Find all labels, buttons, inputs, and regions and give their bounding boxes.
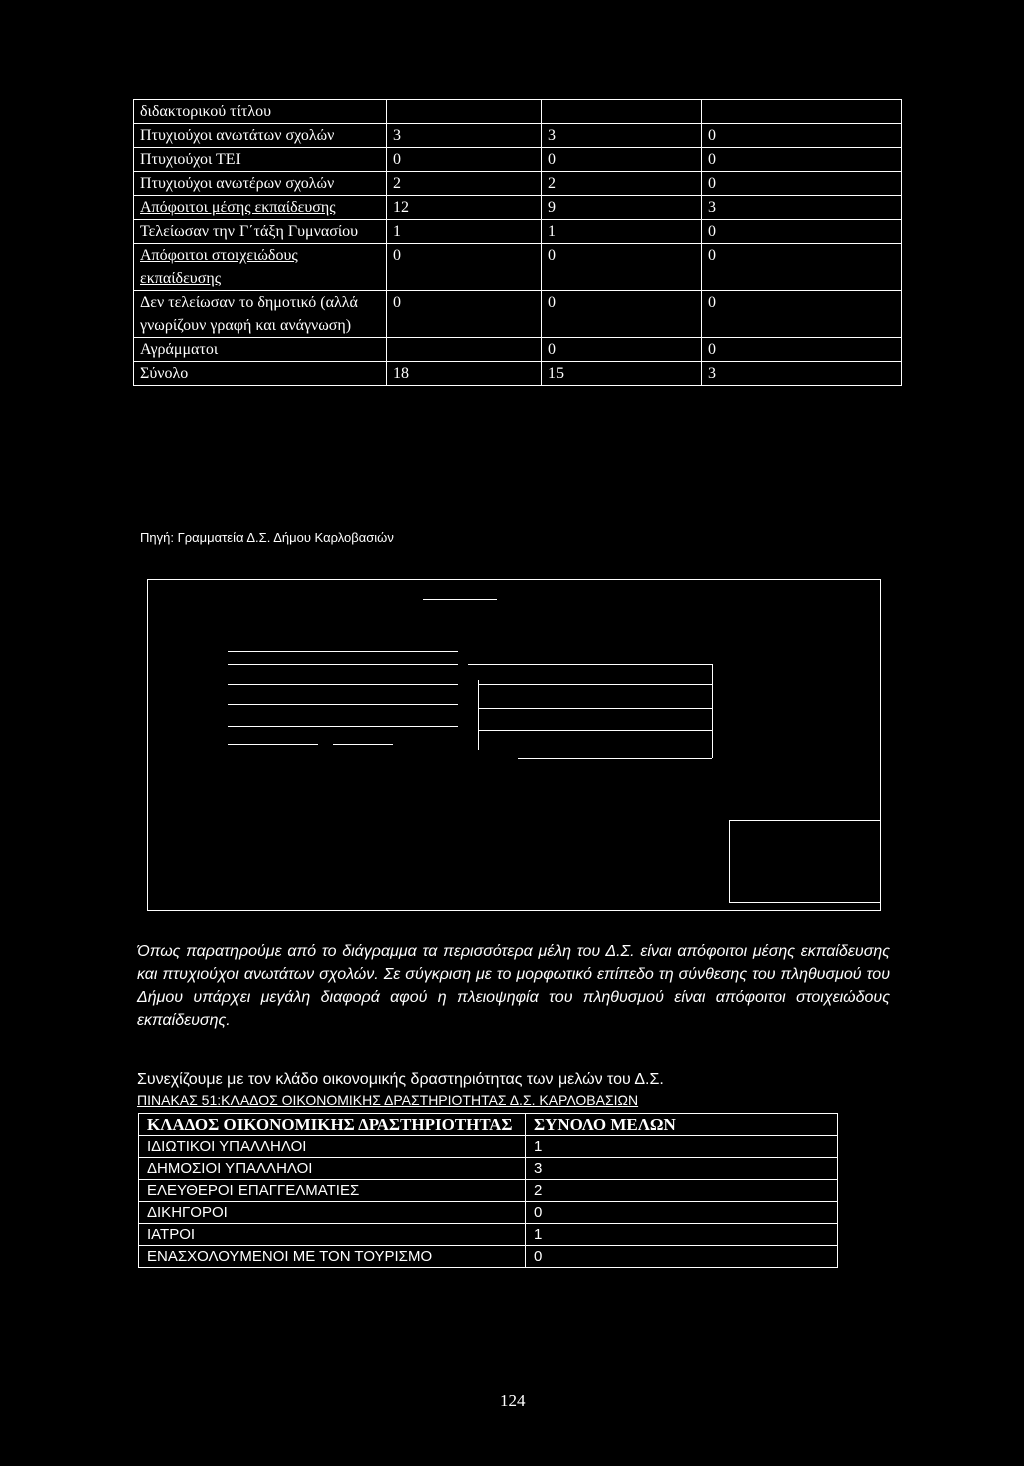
row-label: Σύνολο <box>134 362 387 386</box>
row-value: 0 <box>542 244 702 291</box>
row-value: 0 <box>542 338 702 362</box>
source-note: Πηγή: Γραμματεία Δ.Σ. Δήμου Καρλοβασιών <box>140 530 394 545</box>
table-row <box>134 291 902 338</box>
row-value <box>387 338 542 362</box>
row-value: 0 <box>702 244 902 291</box>
chart-line <box>228 744 318 745</box>
row-label: ΙΔΙΩΤΙΚΟΙ ΥΠΑΛΛΗΛΟΙ <box>139 1136 526 1158</box>
row-value: 0 <box>702 338 902 362</box>
row-value: 1 <box>542 220 702 244</box>
row-label: Αγράμματοι <box>134 338 387 362</box>
column-header: ΚΛΑΔΟΣ ΟΙΚΟΝΟΜΙΚΗΣ ΔΡΑΣΤΗΡΙΟΤΗΤΑΣ <box>139 1114 526 1136</box>
row-value: 3 <box>526 1158 838 1180</box>
table-row <box>134 338 902 362</box>
row-value: 0 <box>387 291 542 338</box>
row-value: 1 <box>526 1136 838 1158</box>
row-value: 0 <box>542 148 702 172</box>
row-value: 18 <box>387 362 542 386</box>
page-number: 124 <box>500 1391 526 1410</box>
table-row <box>134 124 902 148</box>
paragraph-analysis: Όπως παρατηρούμε από το διάγραμμα τα περισσότερα μέλη του Δ.Σ. είναι απόφοιτοι μέσης εκπαίδευσης και πτυχιούχοι ανωτάτων σχολών. Σε σύγκριση με το μορφωτικό επίπεδο τη σύνθεσης του πληθυσμού του Δήμου υπάρχει μεγάλη διαφορά αφού η πλειοψηφία του πληθυσμού είναι απόφοιτοι στοιχειώδους εκπαίδευσης. <box>137 943 890 1029</box>
row-value: 0 <box>526 1202 838 1224</box>
chart-legend-box <box>729 820 881 903</box>
table-header-row <box>139 1114 838 1136</box>
chart-axis <box>478 680 479 750</box>
chart-line <box>518 758 712 759</box>
row-value: 1 <box>387 220 542 244</box>
row-value: 1 <box>526 1224 838 1246</box>
row-label: ΙΑΤΡΟΙ <box>139 1224 526 1246</box>
chart-line <box>468 664 712 665</box>
row-value: 0 <box>702 172 902 196</box>
table-row <box>139 1202 838 1224</box>
row-label: ΔΙΚΗΓΟΡΟΙ <box>139 1202 526 1224</box>
row-value: 0 <box>542 291 702 338</box>
table-row <box>134 196 902 220</box>
table-row <box>134 244 902 291</box>
table-row <box>134 172 902 196</box>
chart-line <box>228 664 458 665</box>
table-row <box>139 1224 838 1246</box>
chart-line <box>228 704 458 705</box>
chart-line <box>478 708 712 709</box>
economic-activity-table <box>138 1113 838 1268</box>
row-value: 3 <box>387 124 542 148</box>
row-label: Τελείωσαν την Γ΄τάξη Γυμνασίου <box>134 220 387 244</box>
row-label: ΕΝΑΣΧΟΛΟΥΜΕΝΟΙ ΜΕ ΤΟΝ ΤΟΥΡΙΣΜΟ <box>139 1246 526 1268</box>
chart-line <box>228 684 458 685</box>
row-label: ΕΛΕΥΘΕΡΟΙ ΕΠΑΓΓΕΛΜΑΤΙΕΣ <box>139 1180 526 1202</box>
row-value: 9 <box>542 196 702 220</box>
row-value <box>702 100 902 124</box>
table-row <box>139 1180 838 1202</box>
row-value: 0 <box>702 148 902 172</box>
row-value: 0 <box>702 124 902 148</box>
education-table <box>133 99 902 386</box>
table-row <box>139 1158 838 1180</box>
row-label: Απόφοιτοι στοιχειώδους εκπαίδευσης <box>134 244 387 291</box>
row-label: Πτυχιούχοι ανωτέρων σχολών <box>134 172 387 196</box>
row-label: Απόφοιτοι μέσης εκπαίδευσης <box>134 196 387 220</box>
row-value: 0 <box>702 291 902 338</box>
table-row <box>134 100 902 124</box>
table-caption: ΠΙΝΑΚΑΣ 51:ΚΛΑΔΟΣ ΟΙΚΟΝΟΜΙΚΗΣ ΔΡΑΣΤΗΡΙΟΤΗΤΑΣ Δ.Σ. ΚΑΡΛΟΒΑΣΙΩΝ <box>137 1092 639 1108</box>
chart-line <box>333 744 393 745</box>
row-label: διδακτορικού τίτλου <box>134 100 387 124</box>
row-value: 0 <box>526 1246 838 1268</box>
chart-line <box>478 730 712 731</box>
table-row <box>139 1136 838 1158</box>
row-label: ΔΗΜΟΣΙΟΙ ΥΠΑΛΛΗΛΟΙ <box>139 1158 526 1180</box>
row-label: Δεν τελείωσαν το δημοτικό (αλλά γνωρίζουν γραφή και ανάγνωση) <box>134 291 387 338</box>
chart-title-line <box>423 599 497 600</box>
chart-line <box>228 726 458 727</box>
row-value <box>542 100 702 124</box>
row-value: 15 <box>542 362 702 386</box>
row-value: 2 <box>387 172 542 196</box>
row-value: 0 <box>702 220 902 244</box>
row-value: 2 <box>542 172 702 196</box>
table-row <box>134 148 902 172</box>
table-row <box>139 1246 838 1268</box>
chart-line <box>478 684 712 685</box>
row-value: 12 <box>387 196 542 220</box>
row-value: 3 <box>542 124 702 148</box>
chart-axis <box>712 664 713 758</box>
row-value: 0 <box>387 244 542 291</box>
row-value: 3 <box>702 362 902 386</box>
row-value: 0 <box>387 148 542 172</box>
row-label: Πτυχιούχοι ανωτάτων σχολών <box>134 124 387 148</box>
row-value <box>387 100 542 124</box>
row-value: 2 <box>526 1180 838 1202</box>
paragraph-continue: Συνεχίζουμε με τον κλάδο οικονομικής δραστηριότητας των μελών του Δ.Σ. <box>137 1071 664 1088</box>
row-label: Πτυχιούχοι ΤΕΙ <box>134 148 387 172</box>
row-value: 3 <box>702 196 902 220</box>
column-header: ΣΥΝΟΛΟ ΜΕΛΩΝ <box>526 1114 838 1136</box>
chart-line <box>228 651 458 652</box>
table-row <box>134 220 902 244</box>
table-row <box>134 362 902 386</box>
